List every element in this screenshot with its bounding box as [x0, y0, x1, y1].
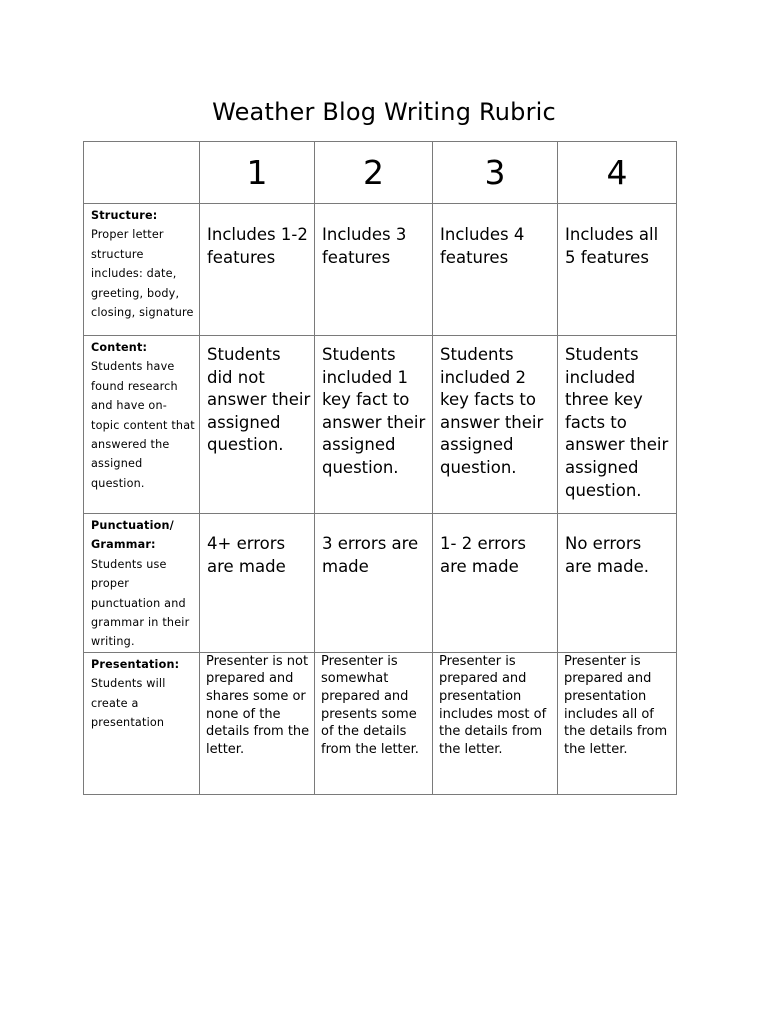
rubric-cell	[433, 204, 558, 336]
rubric-table	[83, 141, 677, 795]
cell-text: 1- 2 errors are made	[440, 534, 526, 576]
criterion-description: Students will create a presentation	[91, 677, 166, 730]
rubric-row-punctuation-grammar	[84, 514, 677, 653]
cell-text: Students included 2 key facts to answer their assigned question.	[440, 345, 544, 477]
rubric-cell	[558, 336, 677, 514]
rubric-cell	[200, 652, 315, 794]
cell-text: 3 errors are made	[322, 534, 419, 576]
score-label: 4	[606, 153, 628, 192]
score-header-cell	[315, 142, 433, 204]
corner-cell	[84, 142, 200, 204]
criterion-description: Proper letter structure includes: date, greeting, body, closing, signature	[91, 228, 194, 320]
cell-text: Includes 3 features	[322, 225, 407, 267]
criterion-cell	[84, 336, 200, 514]
rubric-cell	[433, 514, 558, 653]
rubric-cell	[200, 204, 315, 336]
criterion-description: Students have found research and have on-topic content that answered the assigned question.	[91, 360, 195, 490]
cell-text: Presenter is prepared and presentation includes all of the details from the letter.	[564, 653, 668, 757]
rubric-row-structure	[84, 204, 677, 336]
criterion-cell	[84, 204, 200, 336]
rubric-cell	[315, 652, 433, 794]
rubric-row-presentation	[84, 652, 677, 794]
score-header-cell	[558, 142, 677, 204]
score-header-cell	[200, 142, 315, 204]
criterion-name: Content:	[91, 341, 148, 354]
cell-text: Presenter is not prepared and shares some or none of the details from the letter.	[206, 653, 310, 757]
rubric-cell	[558, 514, 677, 653]
score-label: 1	[246, 153, 268, 192]
criterion-cell	[84, 652, 200, 794]
criterion-name: Punctuation/ Grammar:	[91, 519, 174, 552]
page-title: Weather Blog Writing Rubric	[212, 98, 556, 126]
cell-text: Includes all 5 features	[565, 225, 659, 267]
cell-text: Includes 1-2 features	[207, 225, 308, 267]
criterion-cell	[84, 514, 200, 653]
cell-text: Students did not answer their assigned question.	[207, 345, 311, 455]
cell-text: Includes 4 features	[440, 225, 525, 267]
cell-text: 4+ errors are made	[207, 534, 286, 576]
rubric-row-content	[84, 336, 677, 514]
rubric-cell	[315, 514, 433, 653]
score-label: 2	[363, 153, 384, 192]
criterion-name: Structure:	[91, 209, 158, 222]
score-header-cell	[433, 142, 558, 204]
rubric-cell	[558, 204, 677, 336]
rubric-cell	[433, 336, 558, 514]
cell-text: Students included three key facts to answer their assigned question.	[565, 345, 669, 500]
rubric-cell	[558, 652, 677, 794]
cell-text: No errors are made.	[565, 534, 649, 576]
rubric-cell	[200, 514, 315, 653]
rubric-cell	[200, 336, 315, 514]
criterion-name: Presentation:	[91, 657, 180, 671]
cell-text: Presenter is somewhat prepared and presents some of the details from the letter.	[321, 653, 419, 757]
criterion-description: Students use proper punctuation and grammar in their writing.	[91, 557, 190, 649]
rubric-cell	[315, 336, 433, 514]
rubric-cell	[315, 204, 433, 336]
score-label: 3	[484, 153, 506, 192]
score-header-row	[84, 142, 677, 204]
cell-text: Students included 1 key fact to answer their assigned question.	[322, 345, 426, 477]
cell-text: Presenter is prepared and presentation includes most of the details from the letter.	[439, 653, 547, 757]
rubric-cell	[433, 652, 558, 794]
